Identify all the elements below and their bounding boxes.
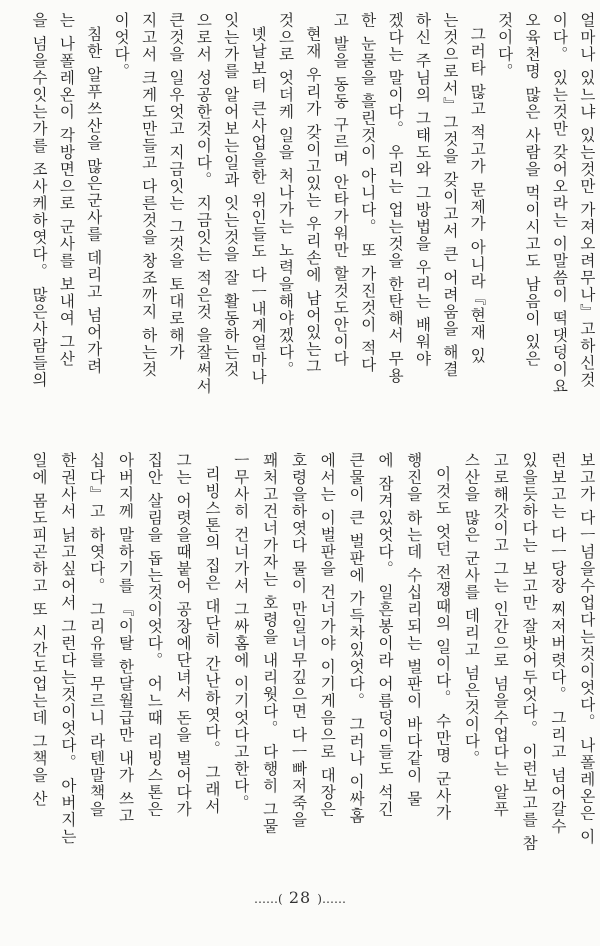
text-column: 에서는 이벌판을 건너가야 이기게음으로 대장은	[318, 452, 337, 818]
text-column: 런보고는 다ㅡ당장 찌저버렷다。 그리고 넘어갈수	[548, 452, 567, 835]
text-column: 보고가 다ㅡ넘을수업다는것이엇다。 나폴레온은 이	[577, 452, 596, 846]
text-column: 이다。 있는것만 갖어오라는 이말씀이 떡댓덩이요	[550, 12, 569, 395]
text-column: 이것도 엇던 전쟁때의 일이다。 수만명 군사가	[433, 466, 452, 822]
text-column: ㅡ무사히 건너가서 그싸홈에 이기엇다고한다。	[231, 452, 250, 812]
text-column: 하신 주님의 그태도와 그방법을 우리는 배워야	[413, 12, 432, 368]
text-column: 을 넘을수잇는가를 조사케하엿다。 많은사람들의	[30, 12, 48, 389]
text-column: 한권사서 닑고싶어서 그런다는것이엇다。 아버지는	[58, 452, 77, 846]
text-column: 현재 우리가 갖이고있는 우리손에 남어있는그	[303, 26, 322, 375]
text-column: 얼마나 있느냐 있는것만 가져오려무나』고하신것	[577, 12, 596, 389]
text-column: 는것으로서』그것을 갖이고서 큰 어려움을 해결	[440, 12, 459, 378]
text-column: 이엇다。	[112, 12, 131, 80]
text-column: 행진을 하는데 수십리되는 벌판이 바다같이 물	[404, 452, 423, 808]
text-column: 큰물이 큰 벌판에 가득차있엇다。 그러나 이싸홈	[347, 452, 366, 825]
text-column: 한 눈물을 흘린것이 아니다。 또 가진것이 적다	[358, 12, 377, 374]
text-column: 침한 알푸쓰산을 많은군사를 데리고 넘어가려	[84, 26, 103, 375]
text-column: 큰것을 일우엇고 지금잇는 그것을 토대로해가	[166, 12, 185, 361]
text-column: 호령을하엿다 물이 만일너무깊으면 다ㅡ빠저죽을	[289, 452, 308, 829]
text-column: 는 나폴레온이 각방면으로 군사를 보내여 그산	[57, 12, 76, 368]
text-column: 그러타 많고 적고가 문제가 아니라『현재 있	[468, 26, 487, 365]
page-number-footer	[0, 888, 600, 907]
text-column: 리빙스톤의 집은 대단히 간난하엿다。 그래서	[202, 466, 221, 815]
text-column: 아버지께 말하기를 『이탈 한달월급만 내가 쓰고	[116, 452, 135, 825]
text-column: 에 잠겨있엇다。 일흔봉이라 어름덩이들도 석긴	[375, 452, 394, 818]
page-number: 28	[288, 888, 312, 907]
folio-left-dots: ……(	[254, 892, 283, 906]
text-column: 그는 어렷을때붙어 공장에단녀서 돈을 벌어다가	[174, 452, 193, 818]
folio-right-dots: )……	[317, 892, 346, 906]
text-column: 것이다。	[495, 12, 514, 80]
upper-text-block	[30, 12, 596, 432]
text-column: 것으로 엇더케 일을 처나가는 노력을해야겠다。	[276, 12, 295, 378]
text-column: 잇는가를 알어보는일과 잇는것을 잘 활동하는것	[221, 12, 240, 378]
text-column: 녯날보터 큰사업을한 위인들도 다ㅡ내게얼마나	[249, 26, 268, 386]
text-column: 으로서 성공한것이다。 지금잇는 적은것 을잘써서	[194, 12, 213, 395]
text-column: 겠다는 말이다。 우리는 업는것을 한탄해서 무용	[386, 12, 405, 385]
text-column: 꽤처고건너가자는 호령을 내리웟다。 다행히 그물	[260, 452, 279, 835]
text-column: 지고서 크게도만들고 다른것을 창조까지 하는것	[139, 12, 158, 378]
text-column: 있을듯하다는 보고만 잘밧어두엇다。 이런보고를 참	[520, 452, 539, 852]
text-column: 오육천명 많은 사람을 먹이시고도 남음이 있은	[523, 12, 542, 368]
lower-text-block	[30, 452, 596, 877]
text-column: 고로해갓이고 그는 인간으로 넘을수업다는 알푸	[491, 452, 510, 818]
text-column: 고 발을 동동 구르며 안타가워만 할것도안이다	[331, 12, 350, 368]
text-column: 십다』고 하엿다。 그리유를 무르니 라텐말책을	[87, 452, 106, 818]
text-column: 일에 몸도피곤하고 또 시간도업는데 그책을 산	[30, 452, 48, 808]
text-column: 스산을 많은 군사를 데리고 넘은것이다。	[462, 452, 481, 767]
text-column: 집안 살림을 돕는것이엇다。 어느때 리빙스톤은	[145, 452, 164, 818]
